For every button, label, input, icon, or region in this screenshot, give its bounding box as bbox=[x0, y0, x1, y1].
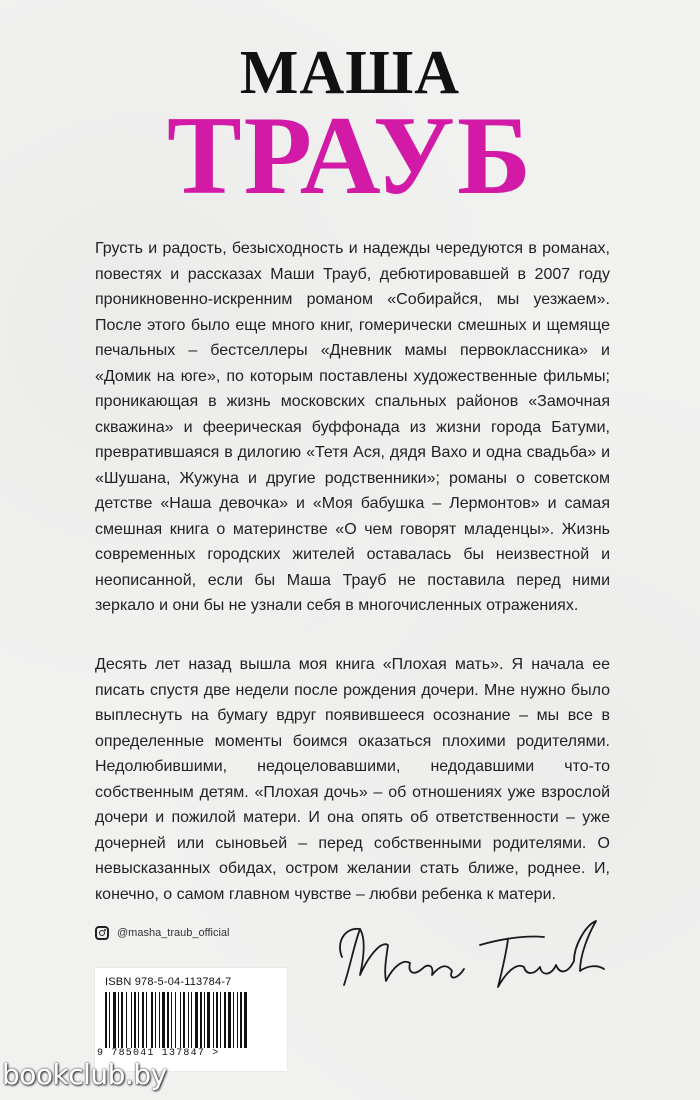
author-first-name: МАША bbox=[239, 39, 461, 107]
instagram-handle: @masha_traub_official bbox=[117, 927, 230, 939]
social-link[interactable] bbox=[95, 924, 229, 942]
annotation-paragraph: Грусть и радость, безысходность и надежды чередуются в романах, повестях и рассказах Маши Трауб, дебютировавшей в 2007 году проникновенно-искренним романом «Собирайся, мы уезжаем». После этого было еще много книг, гомерически смешных и щемяще печальных – бестселлеры «Дневник мамы первоклассника» и «Домик на юге», по которым поставлены художественные фильмы; проникающая в жизнь московских спальных районов «Замочная скважина» и феерическая буффонада из жизни города Батуми, превратившаяся в дилогию «Тетя Ася, дядя Вахо и одна свадьба» и «Шушана, Жужуна и другие родственники»; романы о советском детстве «Наша девочка» и «Моя бабушка – Лермонтов» и самая смешная книга о материнстве «О чем говорят младенцы». Жизнь современных городских жителей оставалась бы неизвестной и неописанной, если бы Маша Трауб не поставила перед ними зеркало и они бы не узнали себя в многочисленных отражениях. bbox=[95, 240, 610, 614]
author-last-name: ТРАУБ bbox=[166, 94, 534, 218]
barcode-box bbox=[95, 968, 287, 1071]
barcode-bars bbox=[105, 992, 277, 1048]
instagram-icon bbox=[95, 926, 109, 940]
barcode-digits: 9 785041 137847 > bbox=[97, 1048, 220, 1059]
author-signature bbox=[330, 905, 615, 1000]
site-watermark: bookclub.by bbox=[2, 1058, 167, 1091]
author-quote-paragraph: Десять лет назад вышла моя книга «Плохая мать». Я начала ее писать спустя две недели после рождения дочери. Мне нужно было выплеснуть на бумагу вдруг появившееся осознание – мы все в определенные моменты боимся оказаться плохими родителями. Недолюбившими, недоцеловавшими, недодавшими что-то собственным детям. «Плохая дочь» – об отношениях уже взрослой дочери и пожилой матери. И она опять об ответственности – уже дочерней или сыновьей – перед собственными родителями. О невысказанных обидах, остром желании стать ближе, роднее. И, конечно, о самом главном чувстве – любви ребенка к матери. bbox=[95, 656, 610, 903]
isbn-label: ISBN 978-5-04-113784-7 bbox=[105, 976, 232, 988]
